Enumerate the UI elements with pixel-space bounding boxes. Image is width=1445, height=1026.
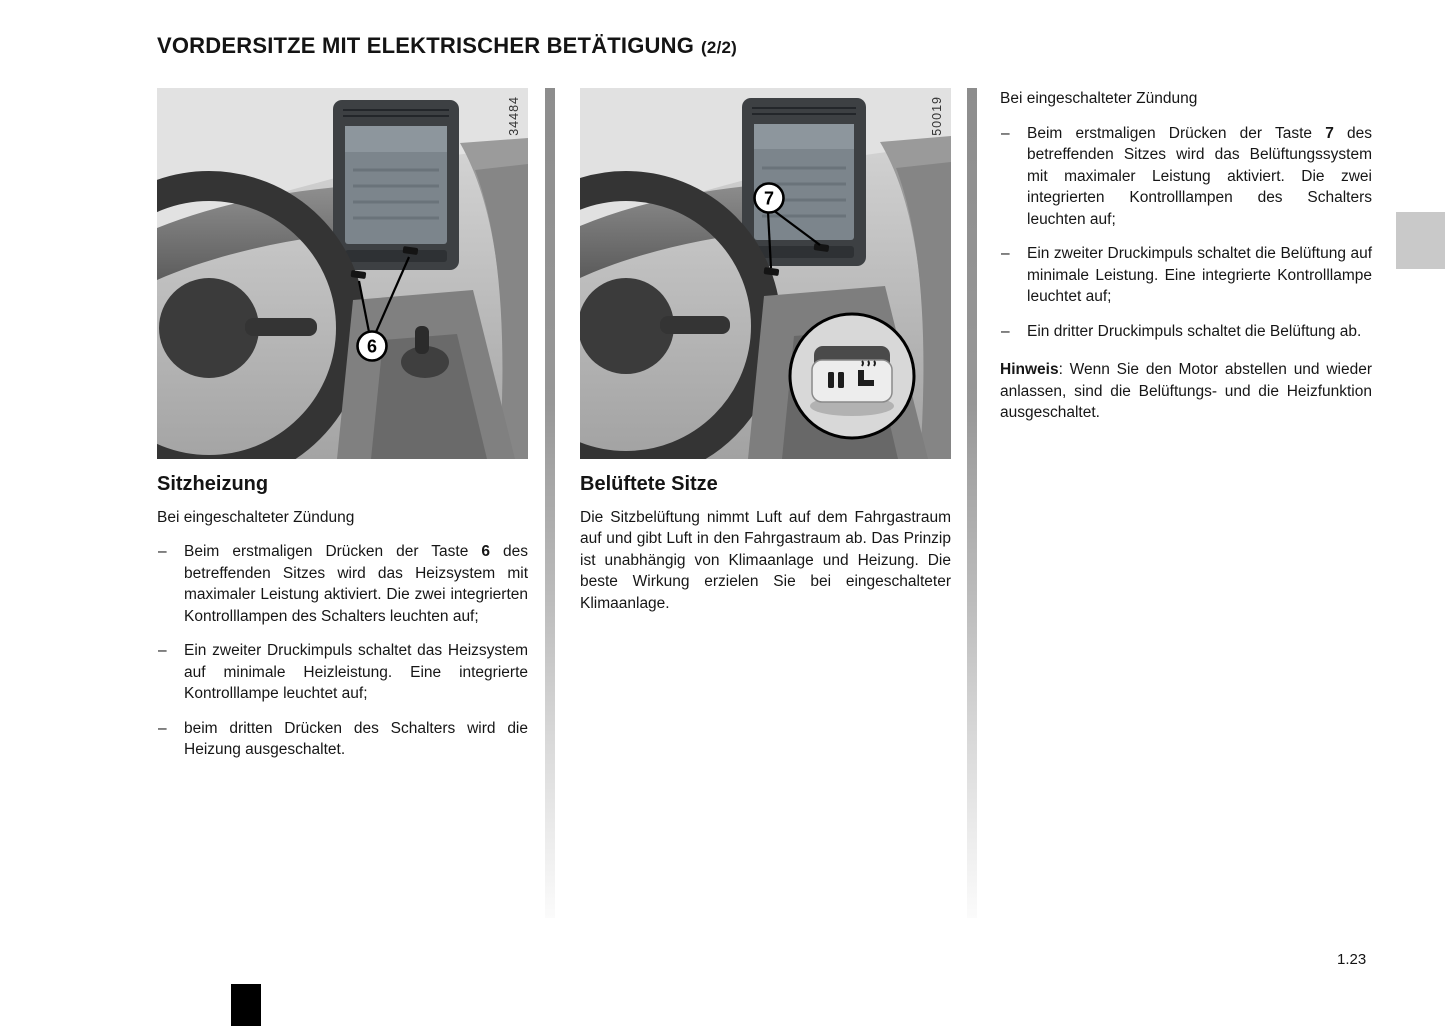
- bullet-dash: –: [1001, 124, 1010, 142]
- note-label: Hinweis: [1000, 361, 1059, 378]
- list-item-text: Ein zweiter Druckimpuls schaltet das Heizsystem auf minimale Heizleistung. Eine integrierte Kontrolllampe leuchtet auf;: [184, 642, 528, 702]
- figure-id-label: 34484: [506, 96, 521, 136]
- page-title-suffix: (2/2): [701, 38, 738, 57]
- figure-id-label: 50019: [929, 96, 944, 136]
- section-heading-sitzheizung: Sitzheizung: [157, 473, 269, 495]
- page-title: [157, 33, 737, 59]
- list-item-text: Beim erstmaligen Drücken der Taste 6 des betreffenden Sitzes wird das Heizsystem mit maximaler Leistung aktiviert. Die zwei integrierten Kontrolllampen des Schalters leuchten auf;: [184, 543, 528, 625]
- bullet-dash: –: [158, 719, 167, 737]
- note-text: : Wenn Sie den Motor abstellen und wieder anlassen, sind die Belüftungs- und die Heizfunktion ausgeschaltet.: [1000, 361, 1372, 421]
- ventilation-paragraph: Die Sitzbelüftung nimmt Luft auf dem Fahrgastraum auf und gibt Luft in den Fahrgastraum ab. Das Prinzip ist unabhängig von Klimaanlage und Heizung. Die beste Wirkung erzielen Sie bei eingeschalteter Klimaanlage.: [580, 508, 951, 612]
- column-ventilation: [580, 88, 951, 614]
- seat-ventilation-button-icon: [810, 346, 894, 416]
- figure-heated-seat-controls: [157, 88, 528, 459]
- page-number: 1.23: [1337, 951, 1367, 968]
- dashboard-photo-heating: [157, 88, 528, 459]
- figure-ventilated-seat-controls: [580, 88, 951, 459]
- column-heating: [157, 88, 528, 774]
- seat-ventilation-button-magnifier: [790, 314, 914, 438]
- column-divider: [545, 88, 555, 918]
- callout-number-6: 6: [366, 336, 378, 357]
- section-heading-beluftete-sitze: Belüftete Sitze: [580, 473, 718, 495]
- list-item-text: Ein zweiter Druckimpuls schaltet die Belüftung auf minimale Leistung. Eine integrierte Kontrolllampe leuchtet auf;: [1027, 245, 1372, 305]
- list-item: [1000, 123, 1372, 231]
- list-item: [1000, 243, 1372, 308]
- bullet-dash: –: [158, 642, 167, 659]
- heating-intro: Bei eingeschalteter Zündung: [157, 508, 355, 526]
- list-item-text: beim dritten Drücken des Schalters wird die Heizung ausgeschaltet.: [184, 719, 528, 758]
- column-ventilation-steps: [1000, 88, 1372, 424]
- bullet-dash: –: [1001, 245, 1010, 262]
- dashboard-photo-ventilation: [580, 88, 951, 459]
- list-item: [1000, 321, 1372, 343]
- list-item-text: Beim erstmaligen Drücken der Taste 7 des betreffenden Sitzes wird das Belüftungssystem mit maximaler Leistung aktiviert. Die zwei integrierten Kontrolllampen des Schalters leuchten auf;: [1027, 124, 1372, 228]
- page-title-text: VORDERSITZE MIT ELEKTRISCHER BETÄTIGUNG: [157, 33, 695, 58]
- chapter-edge-tab: [1396, 212, 1445, 269]
- column-divider: [967, 88, 977, 918]
- ventilation-intro: Bei eingeschalteter Zündung: [1000, 90, 1198, 107]
- bullet-dash: –: [158, 543, 167, 560]
- list-item: [157, 718, 528, 761]
- print-corner-mark: [231, 984, 261, 1026]
- callout-number-7: 7: [763, 188, 775, 209]
- note-paragraph: [1000, 359, 1372, 424]
- bullet-dash: –: [1001, 322, 1010, 340]
- list-item: [157, 640, 528, 705]
- list-item: [157, 541, 528, 627]
- list-item-text: Ein dritter Druckimpuls schaltet die Belüftung ab.: [1027, 322, 1362, 340]
